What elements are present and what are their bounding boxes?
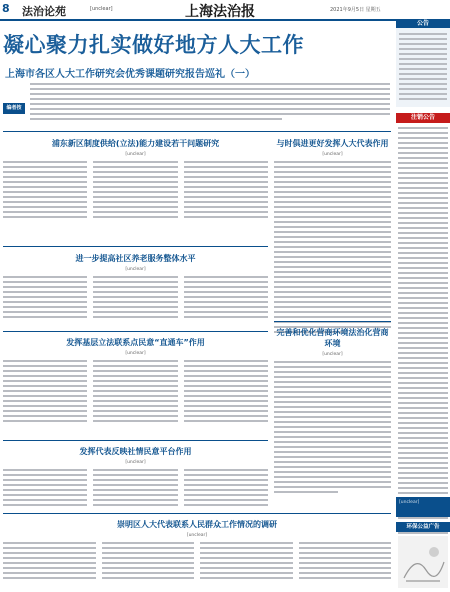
article-title: 完善和优化营商环境法治化营商环境: [276, 328, 389, 348]
divider: [3, 246, 268, 247]
issue-date: 2021年9月5日 星期五: [330, 7, 381, 13]
article-title: 崇明区人大代表联系人民群众工作情况的调研: [117, 520, 277, 529]
article-2: [3, 253, 268, 321]
article-byline: [unclear]: [125, 460, 146, 465]
article-body: [3, 469, 268, 509]
sidebar: [396, 19, 450, 572]
ad-illustration: [398, 536, 448, 588]
article-title: 发挥代表反映社情民意平台作用: [79, 447, 192, 456]
page-header: [0, 0, 450, 21]
article-1: [3, 138, 268, 221]
divider: [3, 513, 391, 514]
editor-note-body: [30, 83, 390, 123]
article-body: [3, 276, 268, 321]
article-body: [3, 161, 268, 221]
header-meta: [unclear]: [90, 6, 113, 12]
contact-info: [unclear]: [399, 500, 420, 505]
article-byline: [unclear]: [125, 267, 146, 272]
article-title: 进一步提高社区养老服务整体水平: [75, 254, 196, 263]
divider: [3, 331, 268, 332]
article-byline: [unclear]: [125, 152, 146, 157]
page-headline: 凝心聚力扎实做好地方人大工作: [3, 33, 304, 57]
article-5: [3, 519, 391, 582]
announcement-box: [396, 19, 450, 107]
article-title: 发挥基层立法联系点民意“直通车”作用: [66, 338, 205, 347]
contact-box: [396, 497, 450, 517]
article-byline: [unclear]: [186, 533, 208, 538]
article-6: [274, 138, 391, 336]
notice-title: 注销公告: [396, 113, 450, 123]
article-body: [274, 161, 391, 333]
divider: [274, 321, 391, 322]
divider: [3, 131, 391, 132]
editor-note: [3, 83, 391, 127]
article-3: [3, 337, 268, 425]
ad-title: 环保公益广告: [396, 522, 450, 532]
article-body: [3, 542, 391, 582]
article-4: [3, 446, 268, 509]
article-body: [3, 360, 268, 425]
ad-image: [398, 536, 448, 588]
editor-note-tag: 编者按: [3, 103, 25, 114]
article-byline: [unclear]: [322, 352, 343, 357]
article-byline: [unclear]: [322, 152, 343, 157]
newspaper-brand: 上海法治报: [185, 4, 255, 20]
article-byline: [unclear]: [125, 351, 146, 356]
divider: [3, 440, 268, 441]
article-title: 与时俱进更好发挥人大代表作用: [276, 139, 389, 148]
announcement-label: 公告: [396, 19, 450, 28]
article-body: [274, 361, 391, 493]
page-subheadline: 上海市各区人大工作研究会优秀课题研究报告巡礼（一）: [5, 69, 255, 80]
article-7: [274, 327, 391, 496]
article-title: 浦东新区制度供给(立法)能力建设若干问题研究: [51, 139, 220, 148]
page-number: 8: [2, 2, 10, 15]
announcement-body: [399, 33, 447, 103]
section-name: 法治论苑: [22, 5, 66, 18]
